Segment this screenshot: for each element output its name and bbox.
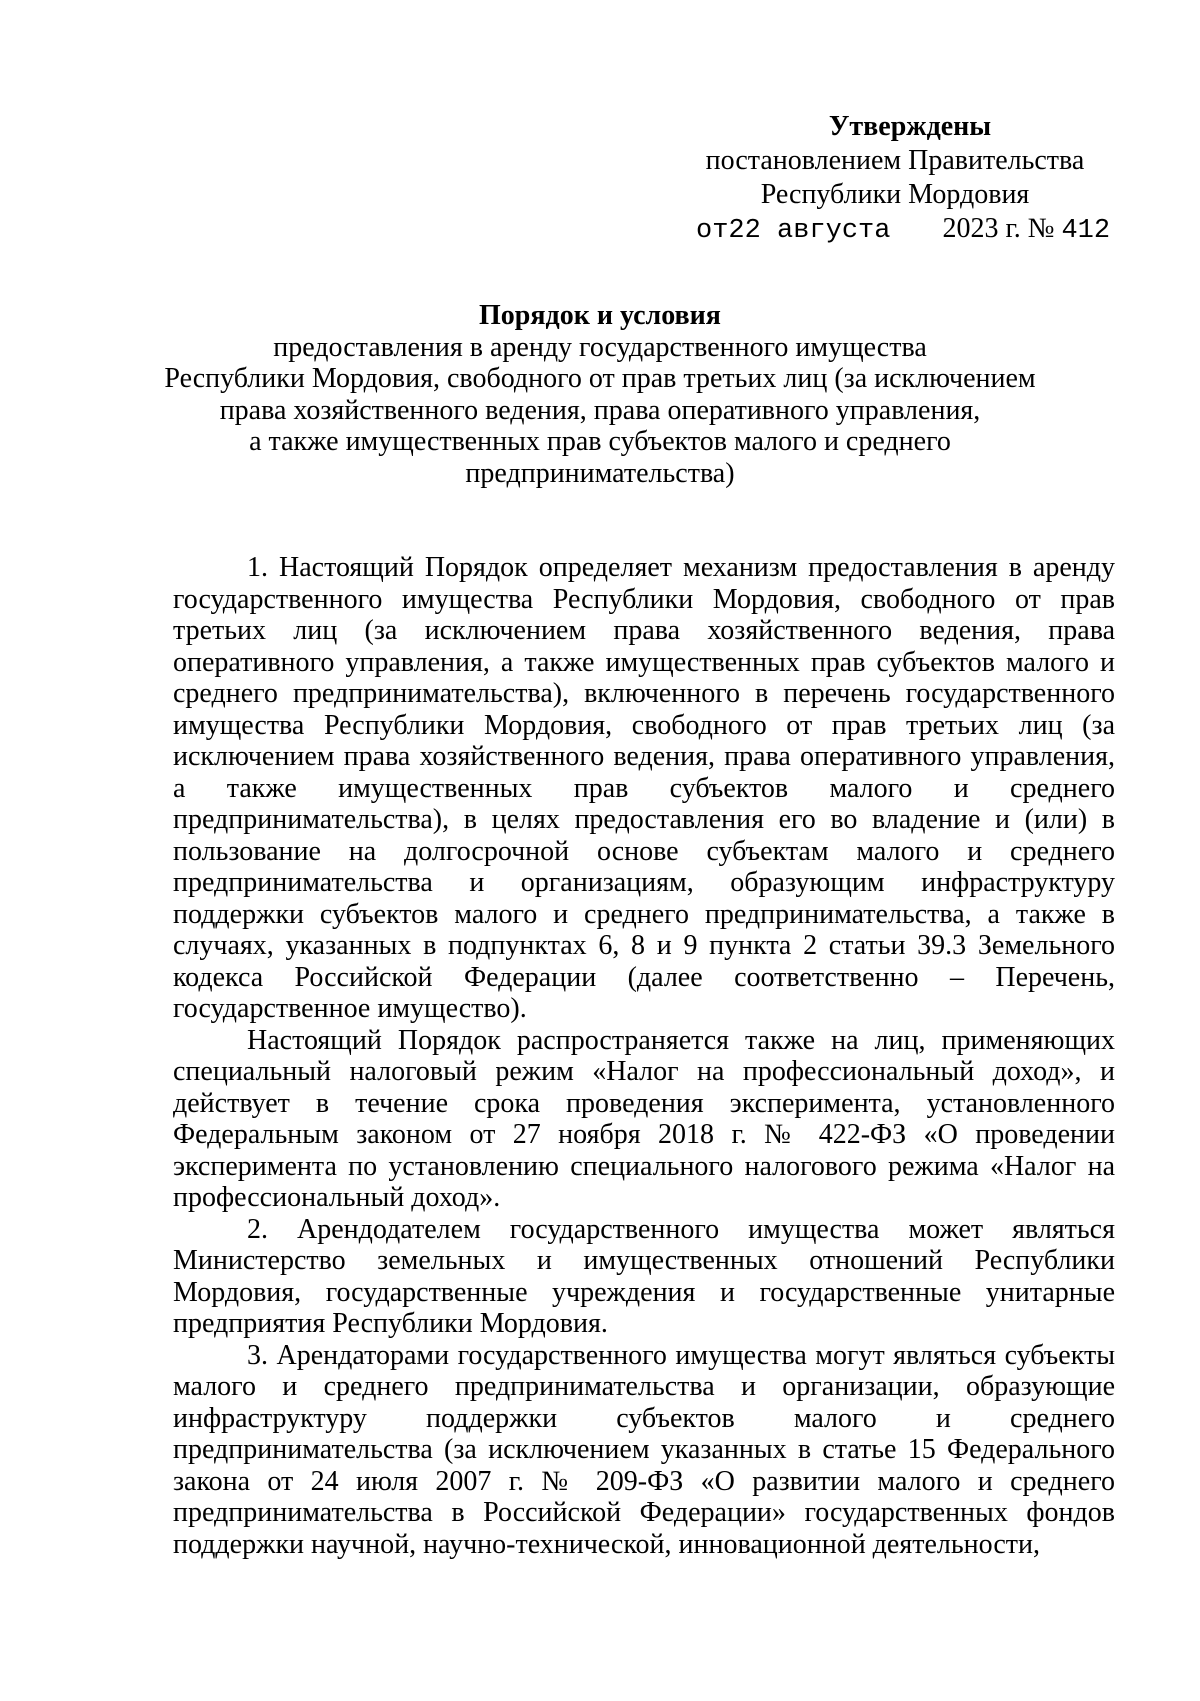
document-body bbox=[173, 552, 1115, 1560]
paragraph-1: 1. Настоящий Порядок определяет механизм предоставления в аренду государственного имущества Республики Мордовия, свободного от прав третьих лиц (за исключением права хозяйственного ведения, права оперативного управления, а также имущественных прав субъектов малого и среднего предпринимательства), включенного в перечень государственного имущества Республики Мордовия, свободного от прав третьих лиц (за исключением права хозяйственного ведения, права оперативного управления, а также имущественных прав субъектов малого и среднего предпринимательства), в целях предоставления его во владение и (или) в пользование на долгосрочной основе субъектам малого и среднего предпринимательства и организациям, образующим инфраструктуру поддержки субъектов малого и среднего предпринимательства, а также в случаях, указанных в подпунктах 6, 8 и 9 пункта 2 статьи 39.3 Земельного кодекса Российской Федерации (далее соответственно – Перечень, государственное имущество). bbox=[173, 552, 1115, 1024]
title-line: а также имущественных прав субъектов малого и среднего bbox=[249, 426, 951, 457]
title-line: Республики Мордовия, свободного от прав третьих лиц (за исключением bbox=[164, 363, 1036, 394]
document-title bbox=[140, 300, 1060, 489]
date-prefix: от bbox=[696, 216, 729, 246]
title-line: права хозяйственного ведения, права оперативного управления, bbox=[219, 394, 981, 426]
paragraph-2: 2. Арендодателем государственного имущества может являться Министерство земельных и имущественных отношений Республики Мордовия, государственные учреждения и государственные унитарные предприятия Республики Мордовия. bbox=[173, 1213, 1115, 1339]
title-heading: Порядок и условия bbox=[479, 300, 721, 331]
approval-date-line bbox=[690, 212, 1111, 248]
approval-heading: Утверждены bbox=[828, 111, 992, 142]
paragraph-3: 3. Арендаторами государственного имущества могут являться субъекты малого и среднего предпринимательства и организации, образующие инфраструктуру поддержки субъектов малого и среднего предпринимательства (за исключением указанных в статье 15 Федерального закона от 24 июля 2007 г. № 209-ФЗ «О развитии малого и среднего предпринимательства в Российской Федерации» государственных фондов поддержки научной, научно-технической, инновационной деятельности, bbox=[173, 1339, 1115, 1560]
approval-block bbox=[690, 110, 1111, 248]
approval-line-2: Республики Мордовия bbox=[760, 179, 1030, 210]
paragraph-1-addendum: Настоящий Порядок распространяется также на лиц, применяющих специальный налоговый режим «Налог на профессиональный доход», и действует в течение срока проведения эксперимента, установленного Федеральным законом от 27 ноября 2018 г. № 422-ФЗ «О проведении эксперимента по установлению специального налогового режима «Налог на профессиональный доход». bbox=[173, 1024, 1115, 1213]
document-number: 412 bbox=[1061, 216, 1111, 246]
title-line: предпринимательства) bbox=[465, 457, 735, 489]
approval-line-1: постановлением Правительства bbox=[705, 145, 1085, 176]
title-line: предоставления в аренду государственного имущества bbox=[273, 331, 927, 363]
date-day-month: 22 августа bbox=[728, 216, 891, 246]
date-year: 2023 г. № bbox=[942, 213, 1055, 244]
